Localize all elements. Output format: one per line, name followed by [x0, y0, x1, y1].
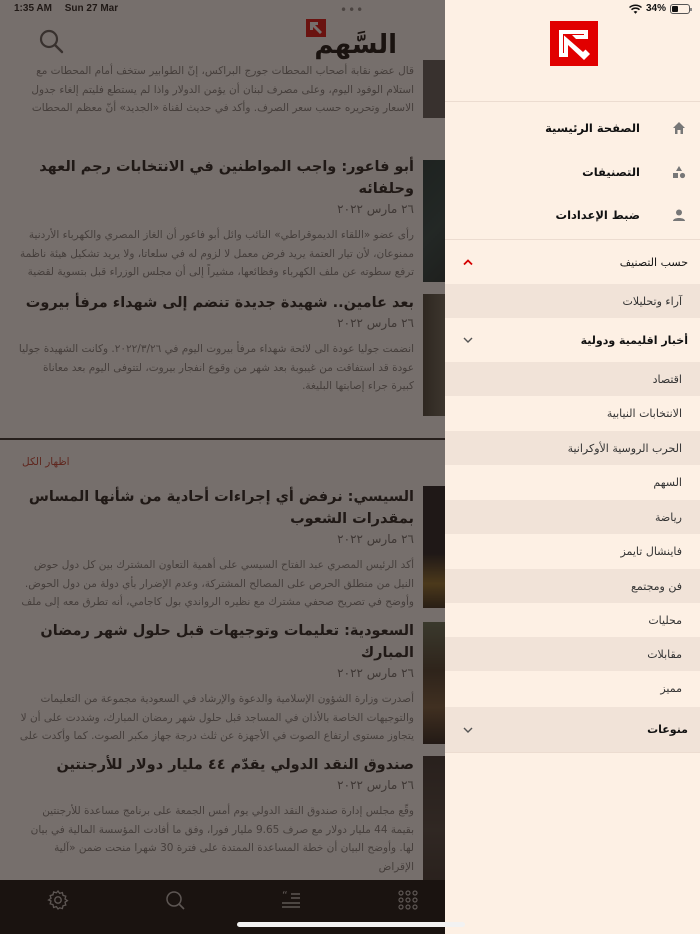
- nav-label: الصفحة الرئيسية: [545, 121, 640, 135]
- category-item[interactable]: [445, 500, 700, 534]
- category-item[interactable]: [445, 362, 700, 396]
- categories-icon: [672, 165, 686, 179]
- nav-label: التصنيفات: [582, 165, 640, 179]
- category-item[interactable]: [445, 569, 700, 603]
- category-label: رياضة: [655, 510, 682, 524]
- category-label: مقابلات: [647, 647, 682, 661]
- category-item[interactable]: [445, 603, 700, 637]
- category-item[interactable]: [445, 637, 700, 671]
- group-label: أخبار اقليمية ودولية: [580, 333, 688, 347]
- group-misc[interactable]: [445, 707, 700, 752]
- drawer-divider: [445, 752, 700, 753]
- group-regional-international[interactable]: [445, 318, 700, 362]
- nav-item-settings[interactable]: [445, 193, 700, 237]
- category-item[interactable]: [445, 396, 700, 430]
- nav-item-categories[interactable]: [445, 150, 700, 194]
- category-item[interactable]: [445, 431, 700, 465]
- battery-percent: 34%: [645, 3, 666, 14]
- nav-label: ضبط الإعدادات: [555, 208, 640, 222]
- nav-item-home[interactable]: [445, 106, 700, 150]
- category-label: فن ومجتمع: [631, 579, 682, 593]
- category-item[interactable]: [445, 534, 700, 568]
- battery-icon: [670, 4, 690, 14]
- person-icon: [672, 208, 686, 222]
- group-by-category[interactable]: [445, 240, 700, 284]
- category-label: الانتخابات النيابية: [606, 406, 682, 420]
- drawer-divider: [445, 101, 700, 102]
- chevron-up-icon[interactable]: [463, 258, 473, 266]
- side-drawer: [445, 0, 700, 934]
- category-item[interactable]: [445, 671, 700, 705]
- category-label: محليات: [648, 613, 682, 627]
- chevron-down-icon[interactable]: [463, 726, 473, 734]
- home-icon: [672, 121, 686, 135]
- category-label: آراء وتحليلات: [622, 294, 682, 308]
- category-label: الحرب الروسية الأوكرانية: [567, 441, 682, 455]
- category-label: مميز: [660, 681, 682, 695]
- group-label: حسب التصنيف: [619, 255, 688, 269]
- category-label: اقتصاد: [652, 372, 682, 386]
- brand-arrow-icon: [550, 21, 598, 66]
- chevron-down-icon[interactable]: [463, 336, 473, 344]
- status-bar-right: [629, 3, 690, 14]
- wifi-icon: [629, 4, 642, 14]
- group-label: منوعات: [647, 723, 688, 736]
- category-label: السهم: [653, 475, 682, 489]
- category-label: فاينشال تايمز: [620, 544, 682, 558]
- home-indicator[interactable]: [237, 922, 465, 927]
- category-item[interactable]: [445, 284, 700, 318]
- category-item[interactable]: [445, 465, 700, 499]
